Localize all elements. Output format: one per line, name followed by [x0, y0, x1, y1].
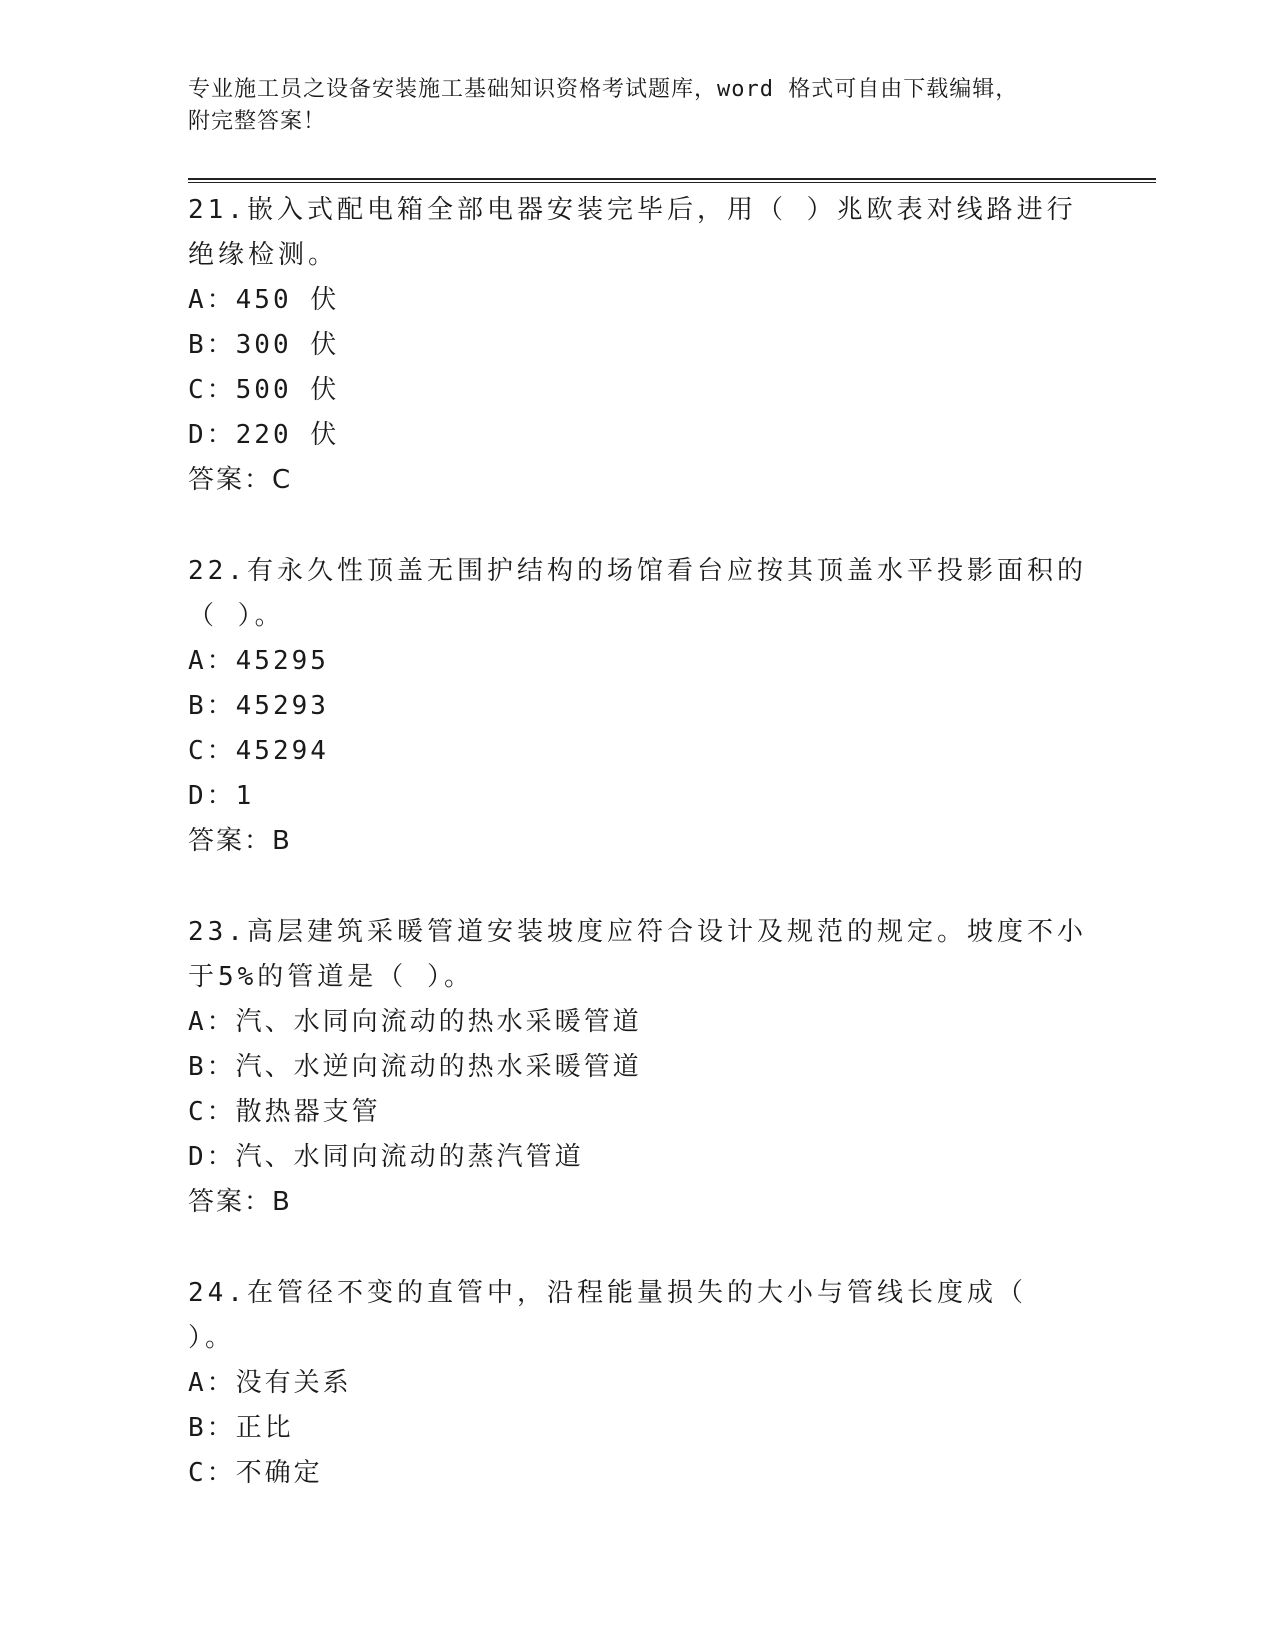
document-header	[188, 74, 1078, 138]
option-a: A：45295	[188, 646, 329, 676]
option-b: B：300 伏	[188, 330, 340, 360]
option-a: A：汽、水同向流动的热水采暖管道	[188, 1007, 642, 1037]
question-23	[188, 910, 1088, 1225]
option-d: D：220 伏	[188, 420, 340, 450]
answer: 答案：B	[188, 1187, 292, 1217]
question-stem: 23.高层建筑采暖管道安装坡度应符合设计及规范的规定。坡度不小于5%的管道是（ ）。	[188, 917, 1087, 992]
question-stem: 24.在管径不变的直管中，沿程能量损失的大小与管线长度成（ ）。	[188, 1278, 1027, 1353]
question-21	[188, 188, 1088, 503]
option-c: C：散热器支管	[188, 1097, 381, 1127]
question-stem: 22.有永久性顶盖无围护结构的场馆看台应按其顶盖水平投影面积的（ ）。	[188, 556, 1087, 631]
option-a: A：450 伏	[188, 285, 340, 315]
option-a: A：没有关系	[188, 1368, 352, 1398]
header-line-1: 专业施工员之设备安装施工基础知识资格考试题库，word 格式可自由下载编辑，	[188, 77, 1019, 102]
answer: 答案：B	[188, 826, 292, 856]
question-22	[188, 549, 1088, 864]
option-b: B：正比	[188, 1413, 294, 1443]
header-divider	[188, 178, 1156, 183]
option-c: C：不确定	[188, 1458, 323, 1488]
question-list	[188, 188, 1088, 1542]
question-stem: 21.嵌入式配电箱全部电器安装完毕后，用（ ）兆欧表对线路进行绝缘检测。	[188, 195, 1077, 270]
header-line-2: 附完整答案！	[188, 109, 327, 134]
question-24	[188, 1271, 1088, 1496]
option-b: B：汽、水逆向流动的热水采暖管道	[188, 1052, 642, 1082]
option-b: B：45293	[188, 691, 329, 721]
option-d: D：汽、水同向流动的蒸汽管道	[188, 1142, 584, 1172]
option-c: C：45294	[188, 736, 329, 766]
answer: 答案：C	[188, 465, 293, 495]
option-c: C：500 伏	[188, 375, 340, 405]
option-d: D：1	[188, 781, 255, 811]
